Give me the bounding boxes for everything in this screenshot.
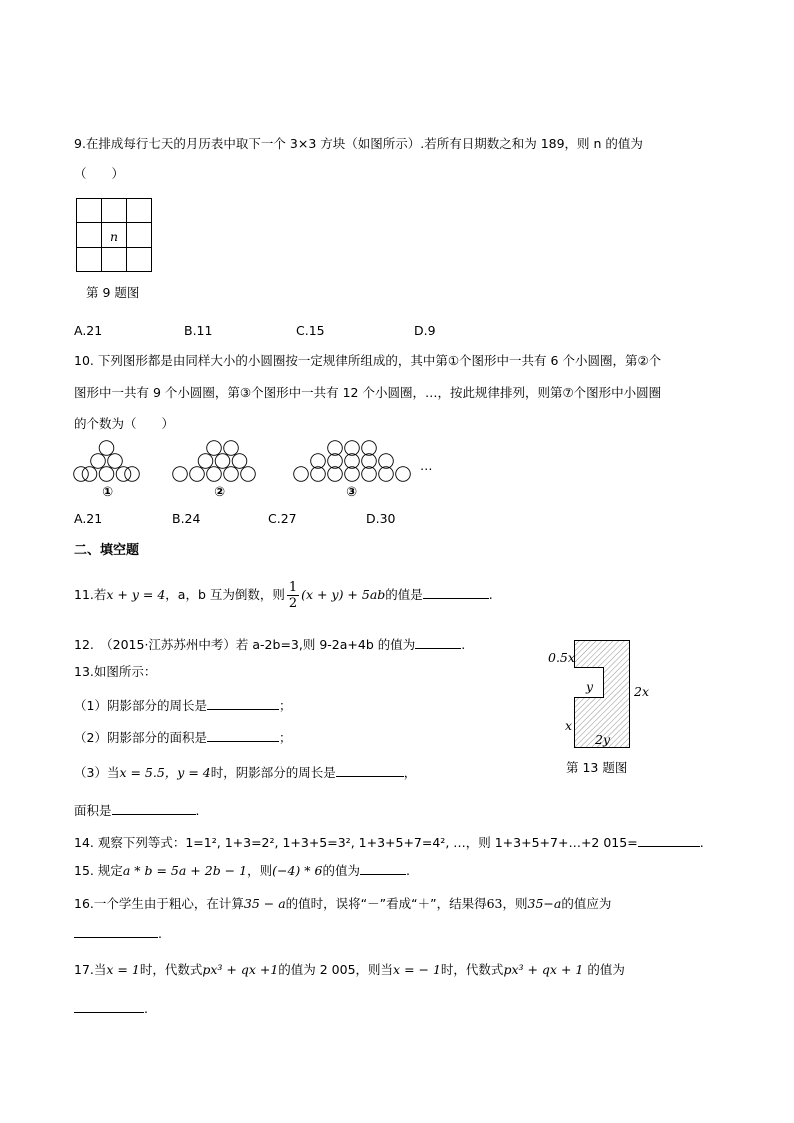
q13-label-left: x bbox=[565, 718, 573, 733]
q10-line-3: 的个数为（ ） bbox=[74, 416, 175, 431]
q11-condition: x + y = 4 bbox=[106, 587, 166, 602]
q17-value-text: 的值为 2 005，则当 bbox=[278, 962, 394, 977]
q16-end: . bbox=[158, 926, 162, 941]
q13-item-2 bbox=[74, 729, 291, 746]
q17-line bbox=[74, 962, 625, 978]
q17-prefix: 17.当 bbox=[74, 962, 107, 977]
q10-option-b: B.24 bbox=[172, 511, 201, 526]
q11-mid: ，a，b 互为倒数，则 bbox=[165, 587, 285, 602]
q13-item-3-comma: ， bbox=[403, 765, 417, 780]
q9-answer-paren: （ ） bbox=[74, 166, 125, 181]
q9-option-a: A.21 bbox=[74, 323, 103, 338]
q12-line bbox=[74, 636, 465, 653]
q13-item-3-values: x = 5.5，y = 4 bbox=[119, 765, 211, 780]
q15-line bbox=[74, 862, 410, 879]
q11-frac-den: 2 bbox=[288, 596, 298, 611]
q16-prefix: 16.一个学生由于粗心，在计算 bbox=[74, 896, 244, 911]
q10-ellipsis: … bbox=[420, 458, 433, 473]
q15-expression: (−4) * 6 bbox=[272, 863, 323, 878]
q11-line bbox=[74, 577, 493, 613]
q15-mid: ，则 bbox=[247, 863, 273, 878]
q10-option-c: C.27 bbox=[268, 511, 297, 526]
q10-line-1: 10. 下列图形都是由同样大小的小圆圈按一定规律所组成的，其中第①个图形中一共有 6 个小圆圈，第②个 bbox=[74, 353, 662, 368]
q14-text: 14. 观察下列等式：1=1², 1+3=2², 1+3+5=3², 1+3+5+7=4², …，则 1+3+5+7+…+2 015= bbox=[74, 835, 638, 850]
q16-result: 63 bbox=[486, 896, 503, 911]
q14-line bbox=[74, 834, 704, 851]
q13-item-2-text: （2）阴影部分的面积是 bbox=[74, 730, 207, 745]
q12-end: . bbox=[461, 637, 466, 652]
q17-condition-2: x = − 1 bbox=[393, 962, 441, 977]
q16-answer-line bbox=[74, 925, 162, 942]
q13-label-top-left: 0.5x bbox=[548, 650, 575, 665]
q14-answer-blank[interactable] bbox=[638, 834, 700, 847]
q13-label-notch: y bbox=[586, 679, 594, 694]
q10-line-2: 图形中一共有 9 个小圆圈，第③个图形中一共有 12 个小圆圈，…，按此规律排列，则第⑦个图形中小圆圈 bbox=[74, 385, 662, 400]
q10-circle-pattern-2 bbox=[172, 438, 272, 488]
q13-item-1-sep: ； bbox=[278, 698, 292, 713]
q9-stem: 9.在排成每行七天的月历表中取下一个 3×3 方块（如图所示）.若所有日期数之和为 189，则 n 的值为 bbox=[74, 136, 643, 151]
q16-mid: 的值时，误将“－”看成“＋”，结果得 bbox=[285, 896, 487, 911]
q13-area-line bbox=[74, 802, 200, 819]
q10-label-3: ③ bbox=[346, 485, 358, 500]
q17-answer-line bbox=[74, 1000, 148, 1017]
q10-label-2: ② bbox=[214, 485, 226, 500]
q15-prefix: 15. 规定 bbox=[74, 863, 123, 878]
q13-perimeter-value-blank[interactable] bbox=[336, 764, 404, 777]
q16-answer-blank[interactable] bbox=[74, 925, 158, 938]
q9-option-c: C.15 bbox=[296, 323, 325, 338]
q10-option-a: A.21 bbox=[74, 511, 103, 526]
q13-item-1-text: （1）阴影部分的周长是 bbox=[74, 698, 207, 713]
q9-grid-center-n: n bbox=[110, 229, 119, 244]
q15-answer-blank[interactable] bbox=[360, 862, 406, 875]
q10-circle-pattern-1-edges bbox=[70, 438, 145, 488]
q16-suffix: 的值应为 bbox=[561, 896, 612, 911]
q13-item-2-sep: ； bbox=[278, 730, 292, 745]
q12-answer-blank[interactable] bbox=[415, 636, 461, 649]
q14-end: . bbox=[699, 835, 704, 850]
q11-frac-num: 1 bbox=[288, 580, 298, 595]
q13-area-end: . bbox=[195, 803, 200, 818]
q11-end: . bbox=[488, 587, 493, 602]
q13-label-right: 2x bbox=[634, 684, 650, 699]
q13-area-label: 面积是 bbox=[74, 803, 112, 818]
q10-option-d: D.30 bbox=[366, 511, 396, 526]
q17-polynomial: px³ + qx +1 bbox=[202, 962, 279, 977]
q17-mid: 时，代数式 bbox=[139, 962, 203, 977]
q13-item-3-text: 时，阴影部分的周长是 bbox=[210, 765, 336, 780]
q17-mid2: 时，代数式 bbox=[440, 962, 504, 977]
q16-line bbox=[74, 896, 611, 912]
q15-suffix: 的值为 bbox=[322, 863, 360, 878]
q15-end: . bbox=[405, 863, 410, 878]
q11-expression: (x + y) + 5ab bbox=[301, 587, 386, 602]
section-fill-in-title: 二、填空题 bbox=[74, 543, 140, 558]
q13-item-3-prefix: （3）当 bbox=[74, 765, 120, 780]
q13-figure-caption: 第 13 题图 bbox=[566, 760, 628, 775]
q13-perimeter-blank[interactable] bbox=[207, 697, 279, 710]
q11-answer-blank[interactable] bbox=[423, 586, 489, 599]
q9-option-d: D.9 bbox=[414, 323, 436, 338]
q11-fraction bbox=[287, 580, 299, 611]
q17-polynomial-2: px³ + qx + 1 bbox=[503, 962, 584, 977]
q10-label-1: ① bbox=[102, 485, 114, 500]
q11-prefix: 11.若 bbox=[74, 587, 107, 602]
q17-answer-blank[interactable] bbox=[74, 1000, 144, 1013]
q17-end: . bbox=[144, 1001, 148, 1016]
q16-mid2: ，则 bbox=[502, 896, 528, 911]
q9-figure-caption: 第 9 题图 bbox=[86, 285, 140, 300]
q13-area-blank[interactable] bbox=[207, 729, 279, 742]
q13-label-bottom: 2y bbox=[595, 732, 611, 747]
q13-intro: 13.如图所示： bbox=[74, 664, 157, 679]
q13-item-1 bbox=[74, 697, 291, 714]
q13-area-value-blank[interactable] bbox=[112, 802, 196, 815]
q16-expression-2: 35−a bbox=[527, 896, 562, 911]
q12-text: 12. （2015·江苏苏州中考）若 a-2b=3,则 9-2a+4b 的值为 bbox=[74, 637, 416, 652]
q16-expression: 35 − a bbox=[243, 896, 286, 911]
q11-suffix: 的值是 bbox=[385, 587, 423, 602]
q10-circle-pattern-3 bbox=[293, 438, 423, 488]
q15-rule: a * b = 5a + 2b − 1 bbox=[122, 863, 248, 878]
q13-item-3 bbox=[74, 764, 416, 781]
q17-condition-1: x = 1 bbox=[106, 962, 140, 977]
q9-option-b: B.11 bbox=[184, 323, 213, 338]
q17-suffix: 的值为 bbox=[583, 962, 625, 977]
